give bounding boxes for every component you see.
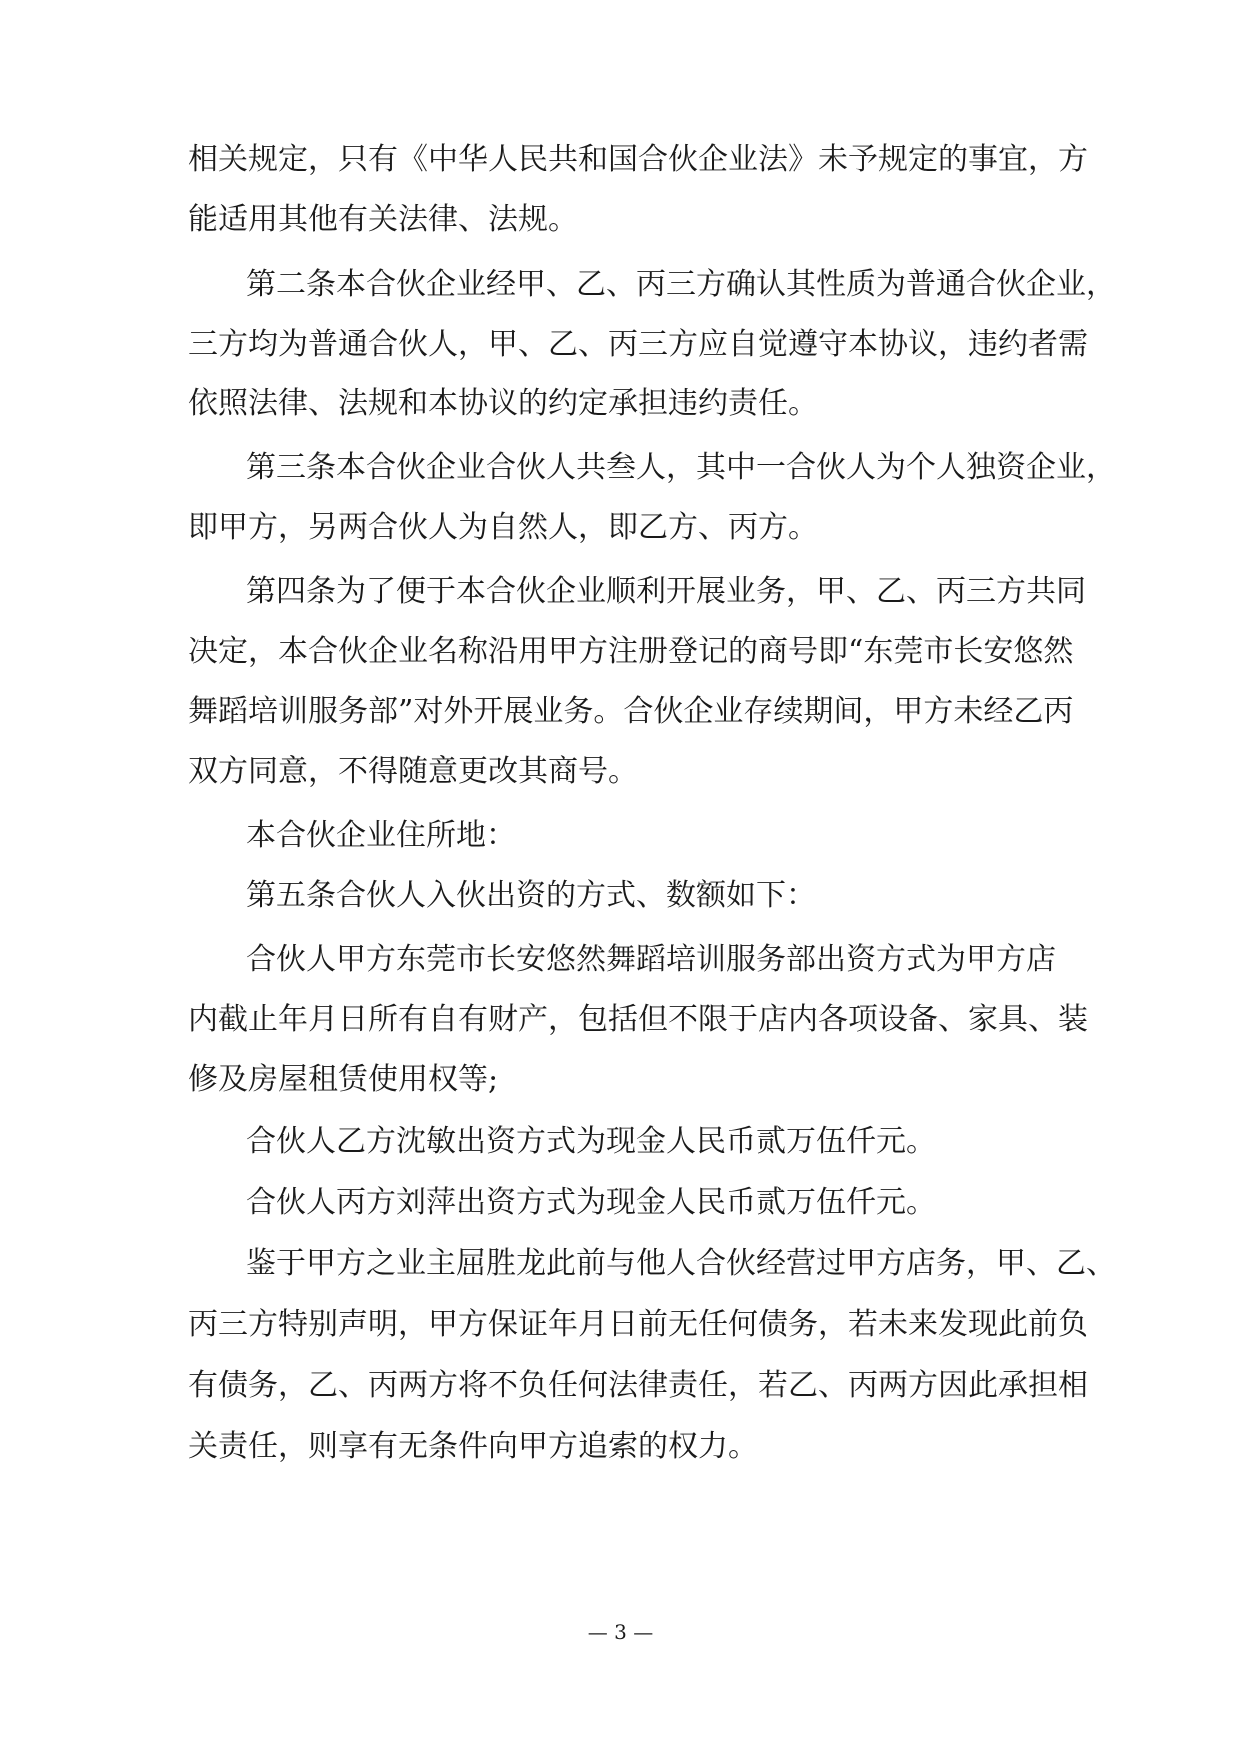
page-number: — 3 — [587,1620,654,1644]
text-line: 丙三方特别声明，甲方保证年月日前无任何债务，若未来发现此前负 [188,1307,1088,1342]
text-line: 能适用其他有关法律、法规。 [188,202,578,237]
text-line: 决定，本合伙企业名称沿用甲方注册登记的商号即“东莞市长安悠然 [188,634,1074,669]
text-line: 关责任，则享有无条件向甲方追索的权力。 [188,1429,758,1464]
text-line: 三方均为普通合伙人，甲、乙、丙三方应自觉遵守本协议，违约者需 [188,327,1088,362]
text-line: 第三条本合伙企业合伙人共叁人，其中一合伙人为个人独资企业， [246,450,1116,485]
text-line: 内截止年月日所有自有财产，包括但不限于店内各项设备、家具、装 [188,1002,1088,1037]
text-line: 合伙人丙方刘萍出资方式为现金人民币贰万伍仟元。 [246,1185,936,1220]
text-line: 双方同意，不得随意更改其商号。 [188,754,638,789]
text-line: 本合伙企业住所地： [246,818,516,853]
text-line: 第四条为了便于本合伙企业顺利开展业务，甲、乙、丙三方共同 [246,574,1086,609]
text-line: 相关规定，只有《中华人民共和国合伙企业法》未予规定的事宜，方 [188,142,1088,177]
text-line: 依照法律、法规和本协议的约定承担违约责任。 [188,386,818,421]
text-line: 第五条合伙人入伙出资的方式、数额如下： [246,878,816,913]
text-line: 第二条本合伙企业经甲、乙、丙三方确认其性质为普通合伙企业， [246,267,1116,302]
text-line: 修及房屋租赁使用权等; [188,1062,499,1097]
text-line: 即甲方，另两合伙人为自然人，即乙方、丙方。 [188,510,818,545]
text-line: 舞蹈培训服务部”对外开展业务。合伙企业存续期间，甲方未经乙丙 [188,694,1074,729]
text-line: 有债务，乙、丙两方将不负任何法律责任，若乙、丙两方因此承担相 [188,1368,1088,1403]
text-line: 鉴于甲方之业主屈胜龙此前与他人合伙经营过甲方店务，甲、乙、 [246,1246,1116,1281]
text-line: 合伙人甲方东莞市长安悠然舞蹈培训服务部出资方式为甲方店 [246,942,1056,977]
text-line: 合伙人乙方沈敏出资方式为现金人民币贰万伍仟元。 [246,1124,936,1159]
